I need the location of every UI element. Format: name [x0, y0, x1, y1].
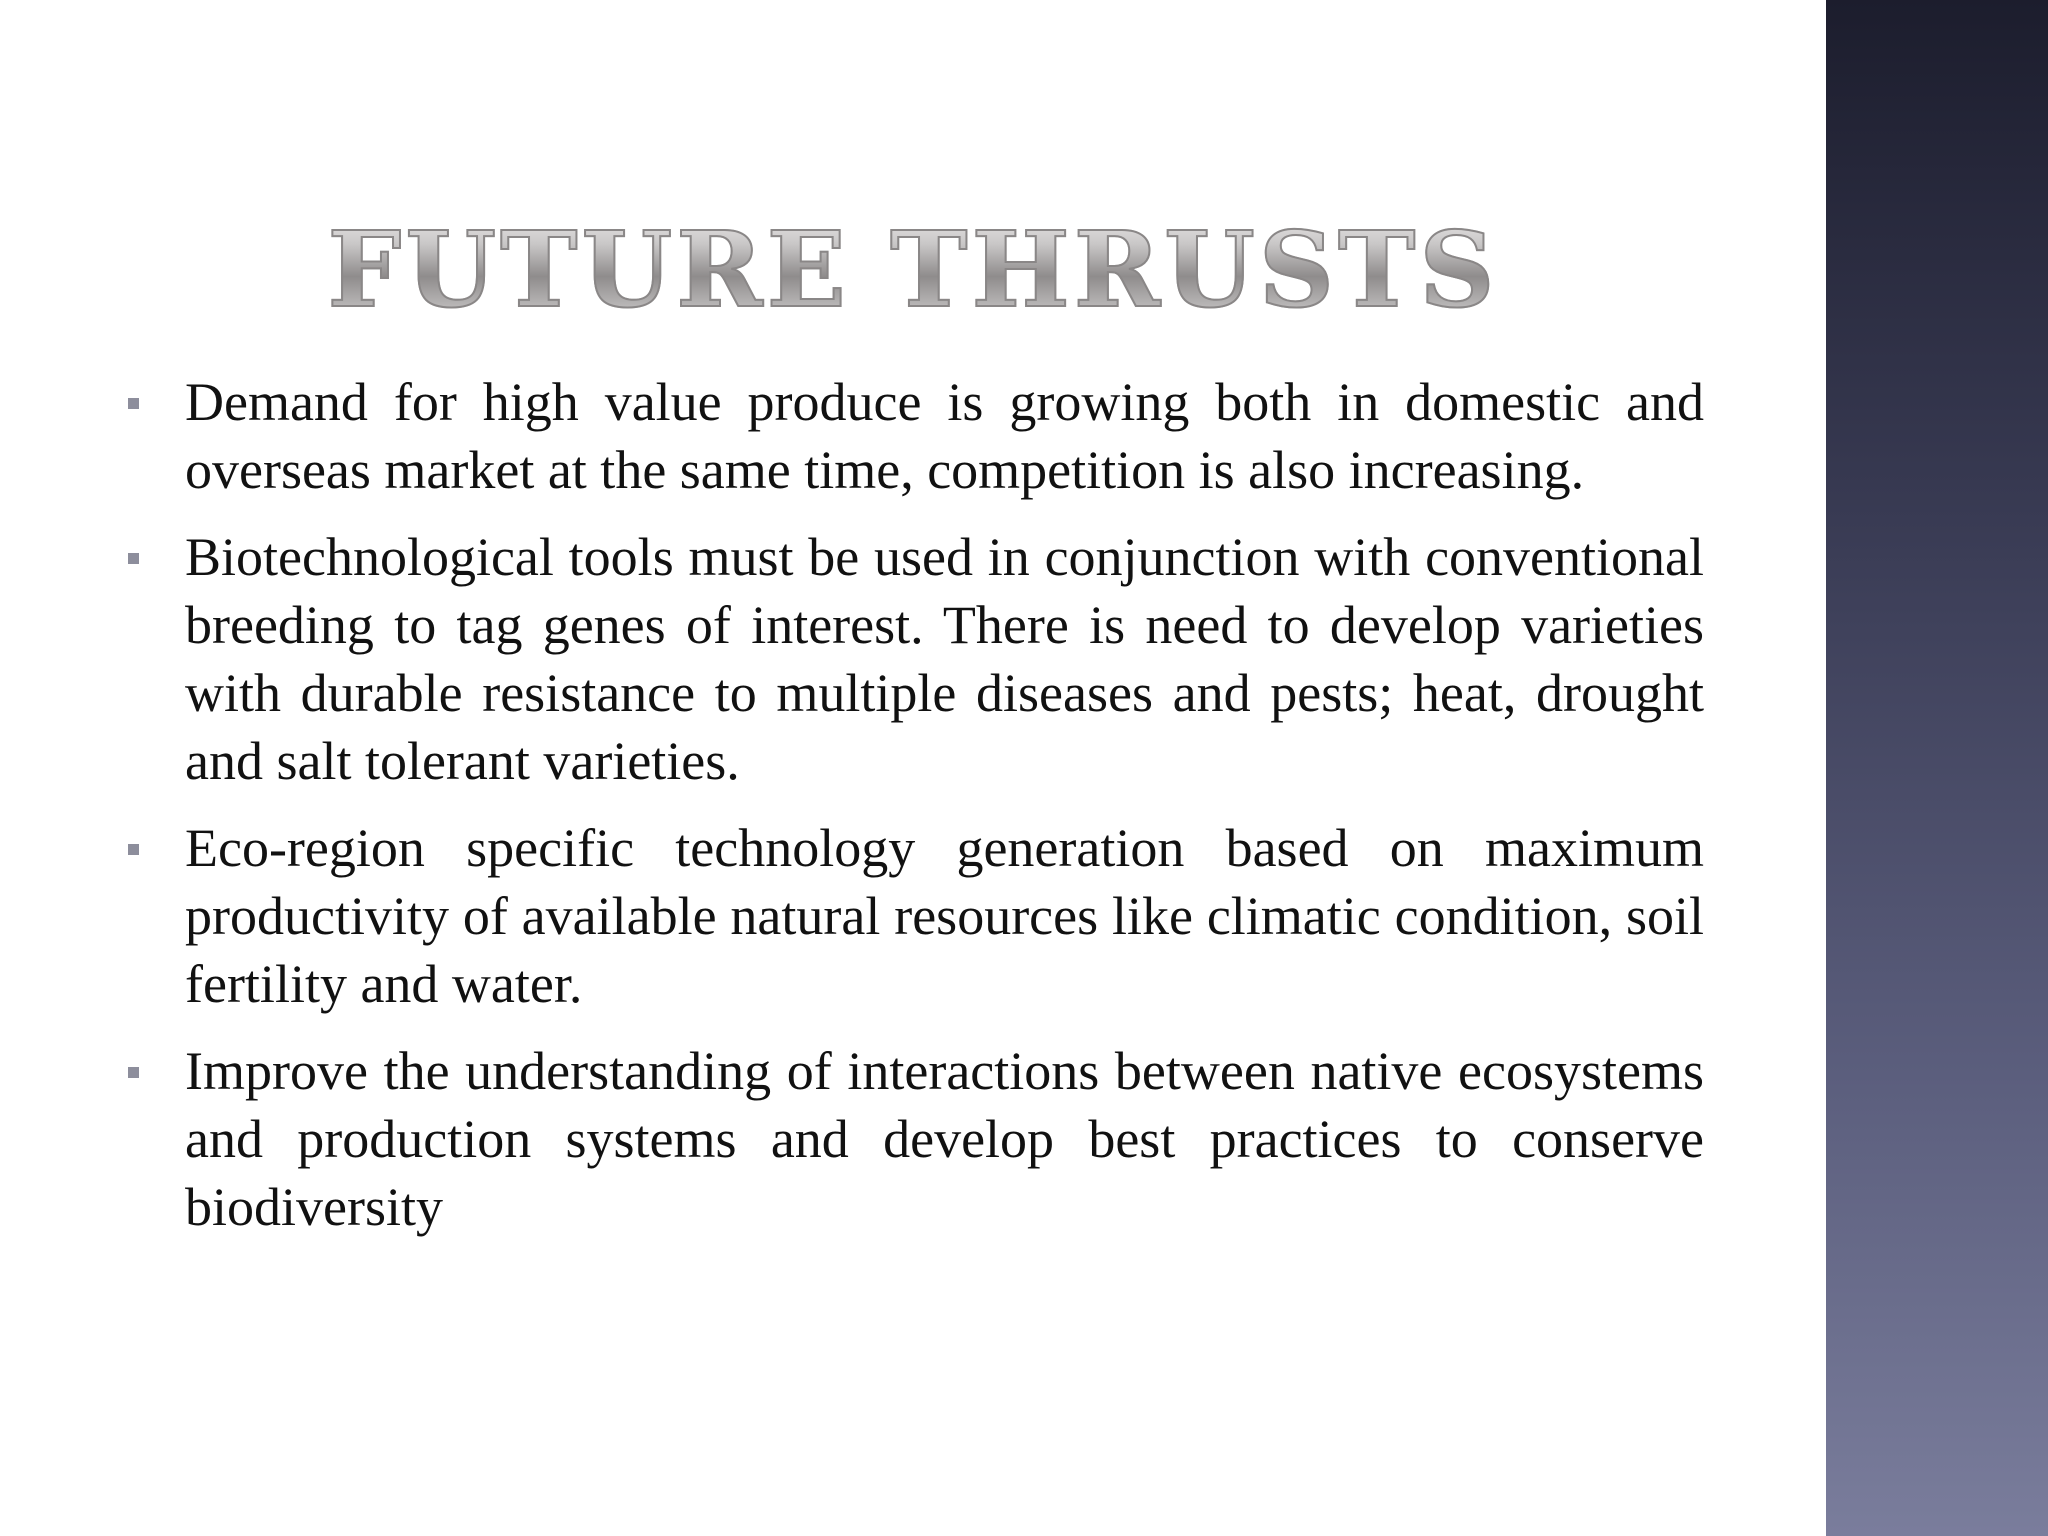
bullet-list [120, 368, 1704, 1260]
bullet-item [120, 523, 1704, 795]
bullet-item [120, 814, 1704, 1018]
square-bullet-icon [128, 398, 139, 409]
bullet-text: Demand for high value produce is growing both in domestic and overseas market at the same time, competition is also increasing. [185, 372, 1704, 500]
bullet-item [120, 368, 1704, 504]
square-bullet-icon [128, 1067, 139, 1078]
square-bullet-icon [128, 553, 139, 564]
square-bullet-icon [128, 844, 139, 855]
slide-title: FUTURE THRUSTS [0, 205, 1826, 335]
bullet-item [120, 1037, 1704, 1241]
bullet-text: Eco-region specific technology generation based on maximum productivity of available natural resources like climatic condition, soil fertility and water. [185, 818, 1704, 1014]
side-decor-band [1826, 0, 2048, 1536]
bullet-text: Improve the understanding of interactions between native ecosystems and production systems and develop best practices to conserve biodiversity [185, 1041, 1704, 1237]
bullet-text: Biotechnological tools must be used in conjunction with conventional breeding to tag genes of interest. There is need to develop varieties with durable resistance to multiple diseases and pests; heat, drought and salt tolerant varieties. [185, 527, 1704, 791]
